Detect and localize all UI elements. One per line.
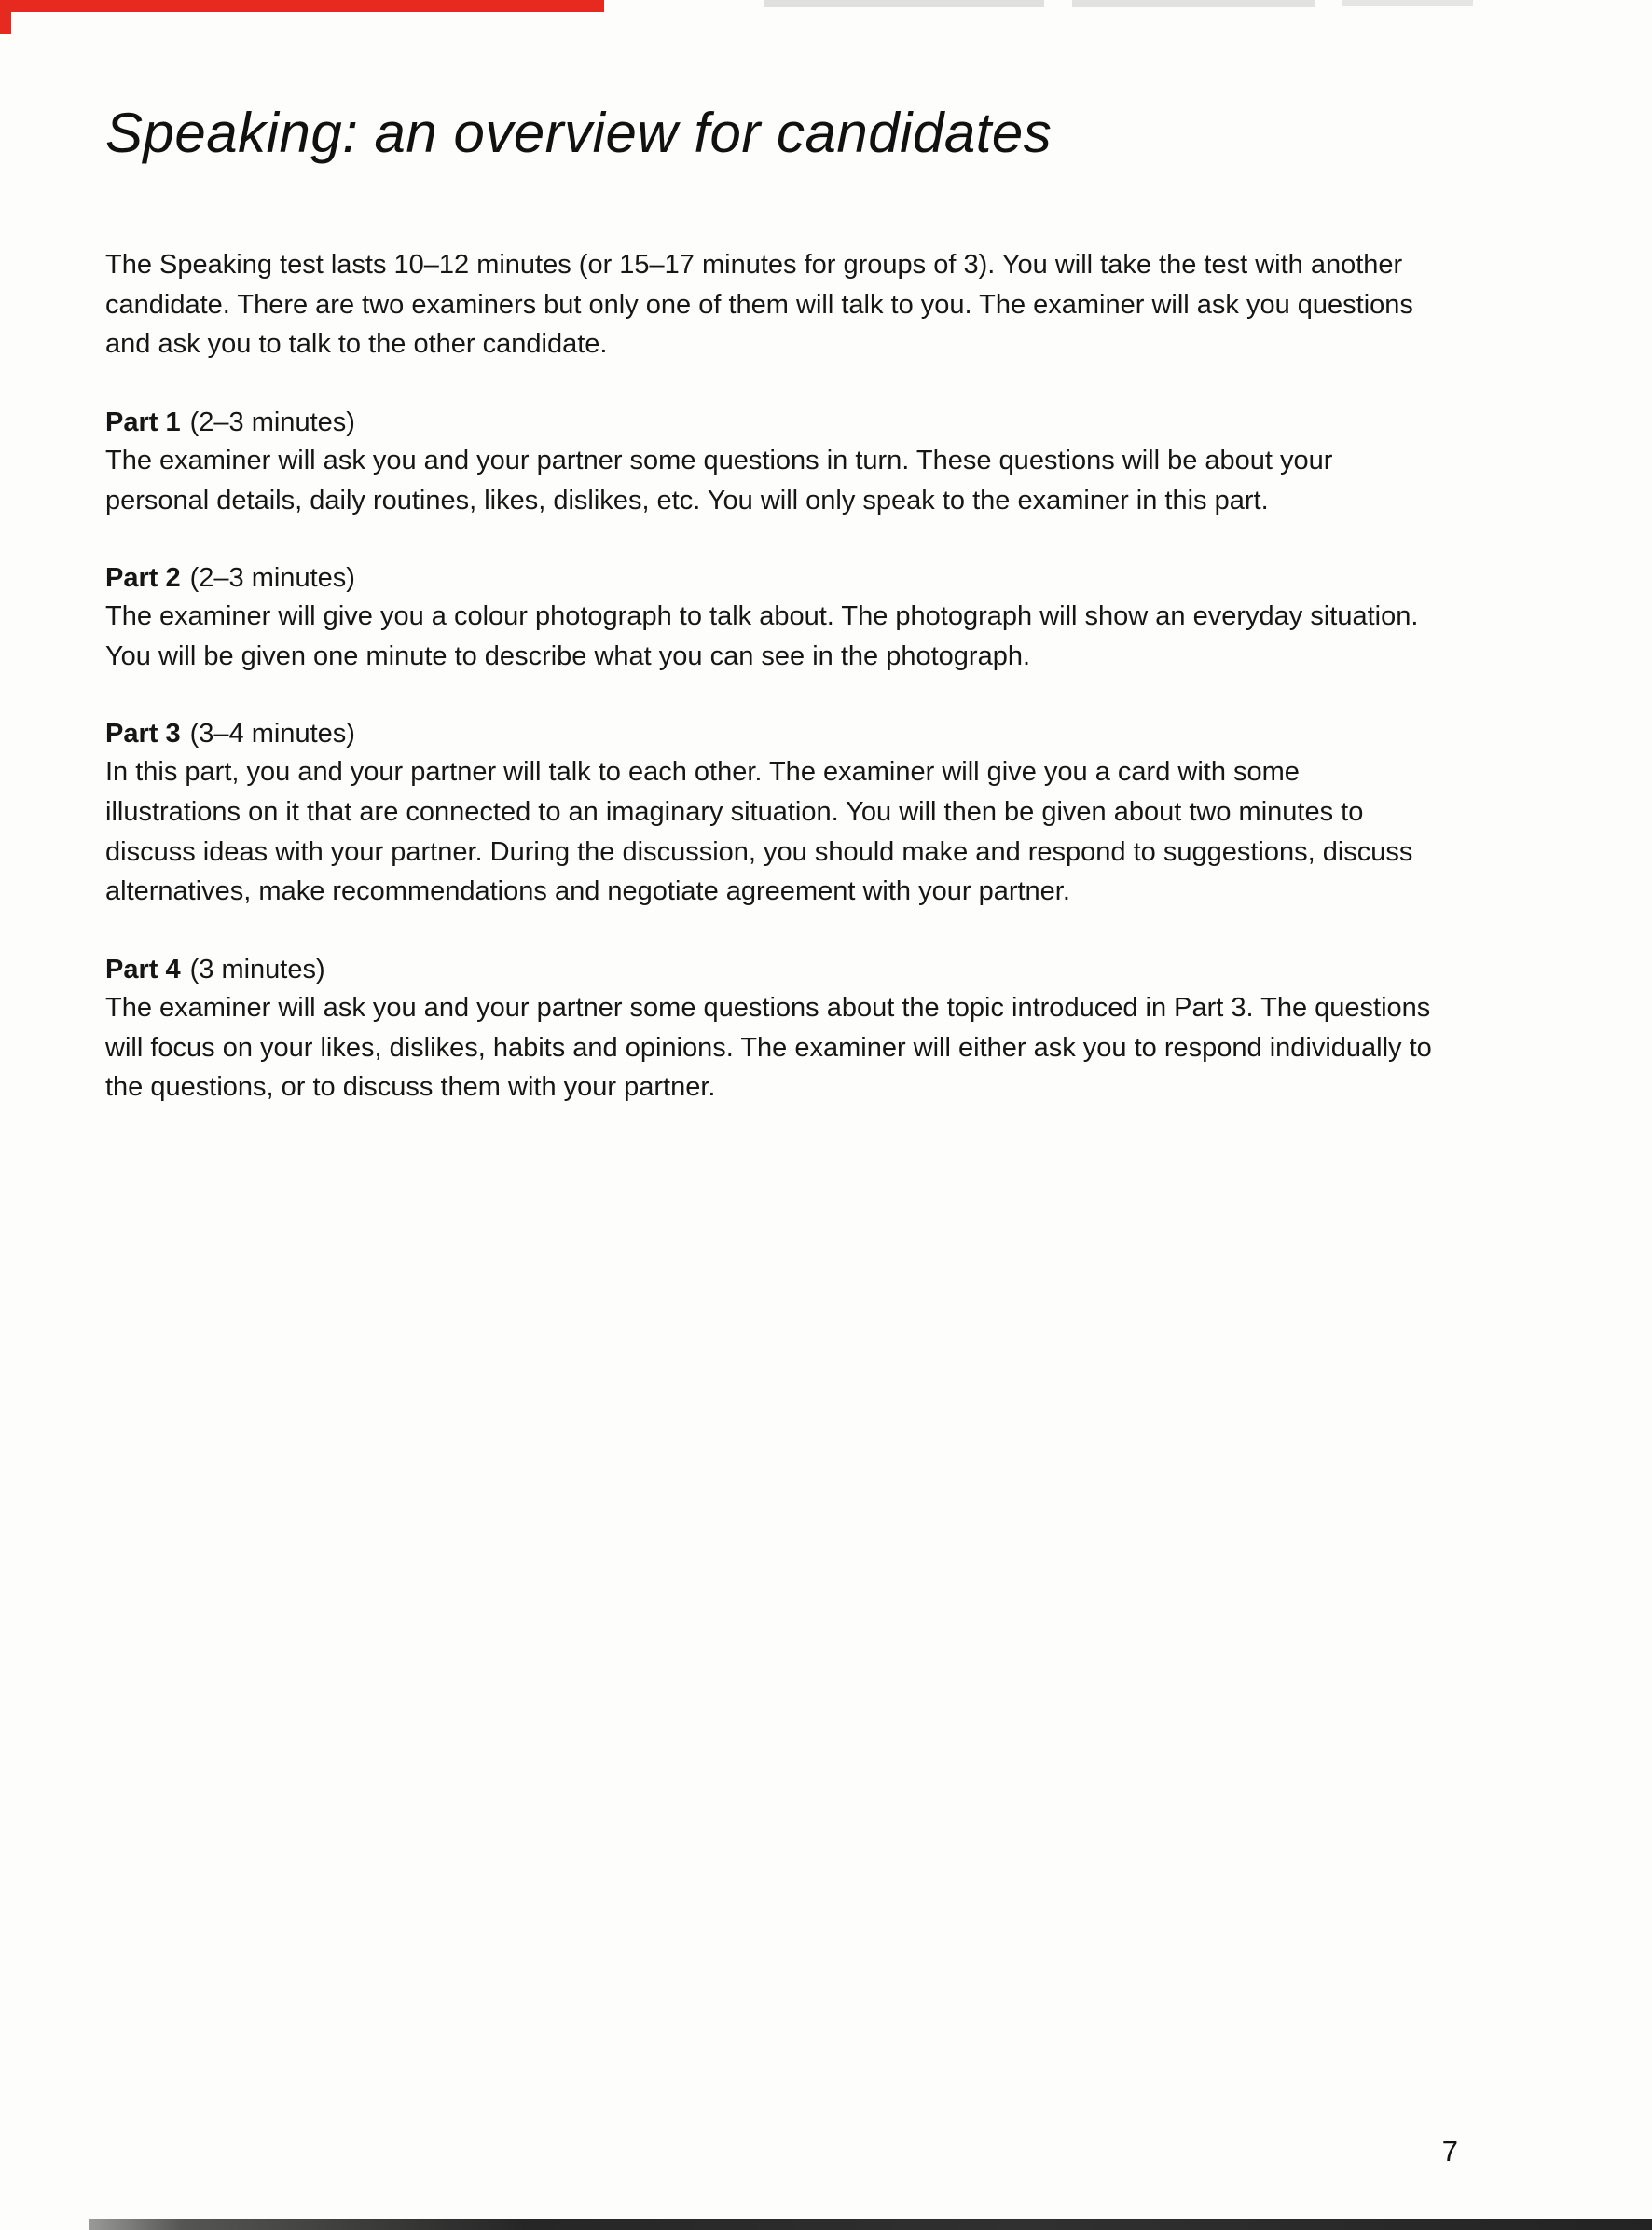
part-duration: (2–3 minutes): [189, 406, 355, 437]
section-part-4: [105, 955, 1440, 1108]
section-body: The examiner will ask you and your partner some questions about the topic introduced in Part 3. The questions will focus on your likes, dislikes, habits and opinions. The examiner will either ask you to respond individually to the questions, or to discuss them with your partner.: [105, 992, 1432, 1103]
red-binding-strip-top: [0, 0, 604, 12]
scan-artifact: [1072, 0, 1315, 7]
part-duration: (3–4 minutes): [189, 719, 355, 750]
part-label: Part 3: [105, 719, 181, 750]
section-part-1: [105, 407, 1440, 520]
part-duration: (2–3 minutes): [189, 563, 355, 594]
part-label: Part 2: [105, 563, 181, 594]
section-body: In this part, you and your partner will talk to each other. The examiner will give you a card with some illustrations on it that are connected to an imaginary situation. You will then be given about two minutes to discuss ideas with your partner. During the discussion, you should make and respond to suggestions, discuss alternatives, make recommendations and negotiate agreement with your partner.: [105, 757, 1413, 907]
page-title: Speaking: an overview for candidates: [105, 102, 1053, 164]
page-number: 7: [1441, 2135, 1458, 2168]
part-label: Part 1: [105, 406, 181, 437]
scan-artifact: [1342, 0, 1473, 6]
section-part-2: [105, 563, 1440, 676]
page-content: [105, 101, 1440, 1108]
red-binding-strip-corner: [0, 0, 11, 34]
scan-artifact: [764, 0, 1044, 7]
section-body: The examiner will give you a colour photograph to talk about. The photograph will show an everyday situation. You will be given one minute to describe what you can see in the photograph.: [105, 601, 1419, 671]
section-body: The examiner will ask you and your partner some questions in turn. These questions will be about your personal details, daily routines, likes, dislikes, etc. You will only speak to the examiner in this part.: [105, 445, 1333, 516]
section-heading: [105, 719, 1440, 750]
part-duration: (3 minutes): [189, 954, 325, 984]
intro-paragraph: The Speaking test lasts 10–12 minutes (or 15–17 minutes for groups of 3). You will take the test with another candidate. There are two examiners but only one of them will talk to you. The examiner will ask you questions and ask you to talk to the other candidate.: [105, 250, 1413, 360]
section-part-3: [105, 719, 1440, 912]
part-label: Part 4: [105, 954, 181, 984]
section-heading: [105, 407, 1440, 438]
section-heading: [105, 955, 1440, 985]
scan-edge-bottom: [89, 2219, 1652, 2230]
section-heading: [105, 563, 1440, 594]
